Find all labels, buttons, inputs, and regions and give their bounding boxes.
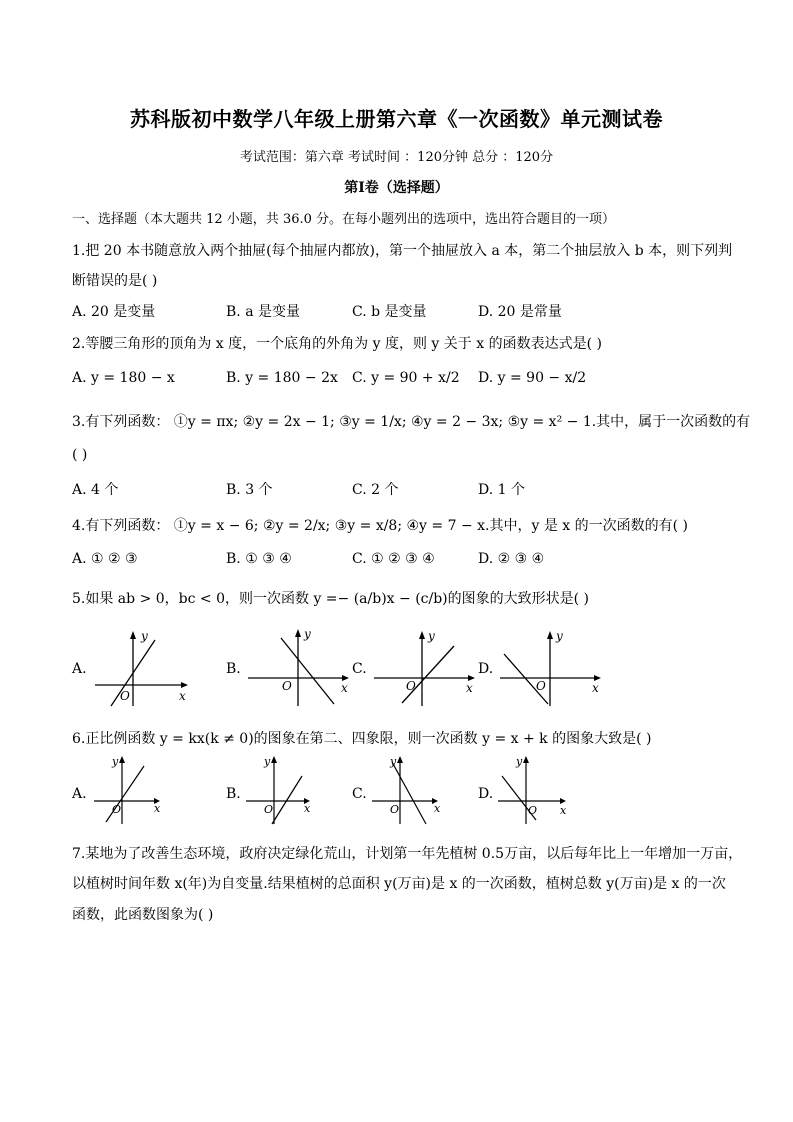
q1-stem-line1: 1.把 20 本书随意放入两个抽屉(每个抽屉内都放)，第一个抽屉放入 a 本，第二个抽层放入 b 本，则下列判	[72, 243, 733, 259]
section-title: 第Ⅰ卷（选择题）	[344, 180, 449, 196]
q6d-origin-label: O	[528, 804, 538, 817]
q1-option-c[interactable]: C. b 是变量	[352, 304, 427, 320]
q2-option-a[interactable]: A. y = 180 − x	[72, 370, 175, 386]
q6-graph-b[interactable]	[244, 754, 318, 826]
q2-option-c[interactable]: C. y = 90 + x/2	[352, 370, 460, 386]
q1-stem-line2: 断错误的是( )	[72, 273, 158, 289]
q5d-origin-label: O	[536, 679, 546, 693]
q6-option-b-label[interactable]: B.	[226, 786, 241, 802]
q2-option-b[interactable]: B. y = 180 − 2x	[226, 370, 338, 386]
q4-option-b[interactable]: B. ① ③ ④	[226, 551, 292, 567]
q5-graph-a[interactable]	[93, 628, 193, 708]
q5a-x-label: x	[179, 689, 186, 703]
q5b-origin-label: O	[282, 679, 292, 693]
q5-option-d-label[interactable]: D.	[478, 661, 494, 677]
q6b-x-label: x	[304, 802, 311, 815]
q4-option-c[interactable]: C. ① ② ③ ④	[352, 551, 435, 567]
q6a-origin-label: O	[112, 803, 122, 816]
page-title: 苏科版初中数学八年级上册第六章《一次函数》单元测试卷	[130, 107, 663, 131]
q5b-y-label: y	[304, 627, 311, 641]
q6-graph-c[interactable]	[370, 754, 446, 826]
q6-option-a-label[interactable]: A.	[72, 786, 87, 802]
q6-option-d-label[interactable]: D.	[478, 786, 494, 802]
q6c-origin-label: O	[390, 803, 400, 816]
q5-option-c-label[interactable]: C.	[352, 661, 367, 677]
q3-stem-line1: 3.有下列函数： ①y = πx; ②y = 2x − 1; ③y = 1/x; ④y = 2 − 3x; ⑤y = x² − 1.其中，属于一次函数的有	[72, 414, 751, 430]
q6d-x-label: x	[560, 804, 567, 817]
q6a-y-label: y	[112, 755, 119, 768]
q1-option-b[interactable]: B. a 是变量	[226, 304, 300, 320]
q7-stem-line1: 7.某地为了改善生态环境，政府决定绿化荒山，计划第一年先植树 0.5万亩，以后每年比上一年增加一万亩，	[72, 846, 743, 862]
q5c-y-label: y	[428, 629, 435, 643]
q3-stem-line2: ( )	[72, 447, 88, 463]
q6d-y-label: y	[516, 755, 523, 768]
q6a-x-label: x	[154, 802, 161, 815]
q4-option-d[interactable]: D. ② ③ ④	[478, 551, 545, 567]
q1-option-a[interactable]: A. 20 是变量	[72, 304, 156, 320]
q4-stem: 4.有下列函数： ①y = x − 6; ②y = 2/x; ③y = x/8; ④y = 7 − x.其中，y 是 x 的一次函数的有( )	[72, 518, 689, 534]
q4-option-a[interactable]: A. ① ② ③	[72, 551, 138, 567]
q6-graph-d[interactable]	[496, 754, 572, 826]
q5c-origin-label: O	[406, 679, 416, 693]
exam-info: 考试范围：第六章 考试时间 ：120分钟 总分 ：120分	[239, 150, 554, 165]
part-header: 一、选择题（本大题共 12 小题，共 36.0 分。在每小题列出的选项中，选出符合题目的一项）	[72, 212, 616, 227]
q7-stem-line2: 以植树时间年数 x(年)为自变量.结果植树的总面积 y(万亩)是 x 的一次函数，植树总数 y(万亩)是 x 的一次	[72, 876, 726, 892]
q5-option-b-label[interactable]: B.	[226, 661, 241, 677]
q2-stem: 2.等腰三角形的顶角为 x 度，一个底角的外角为 y 度，则 y 关于 x 的函数表达式是( )	[72, 336, 602, 352]
q5a-origin-label: O	[120, 689, 130, 703]
q1-option-d[interactable]: D. 20 是常量	[478, 304, 562, 320]
q5-graph-c[interactable]	[372, 628, 482, 708]
q5-stem: 5.如果 ab > 0，bc < 0，则一次函数 y =− (a/b)x − (c/b)的图象的大致形状是( )	[72, 591, 590, 607]
q3-option-b[interactable]: B. 3 个	[226, 482, 273, 498]
q3-option-a[interactable]: A. 4 个	[72, 482, 119, 498]
q6c-x-label: x	[434, 802, 441, 815]
q6-graph-a[interactable]	[92, 754, 166, 826]
q6-option-c-label[interactable]: C.	[352, 786, 367, 802]
q2-option-d[interactable]: D. y = 90 − x/2	[478, 370, 587, 386]
q5a-y-label: y	[141, 629, 148, 643]
q6b-origin-label: O	[264, 803, 274, 816]
q6-stem: 6.正比例函数 y = kx(k ≠ 0)的图象在第二、四象限，则一次函数 y = x + k 的图象大致是( )	[72, 731, 652, 747]
q5d-x-label: x	[592, 681, 599, 695]
q6b-y-label: y	[264, 755, 271, 768]
q5-graph-d[interactable]	[498, 628, 606, 708]
q3-option-c[interactable]: C. 2 个	[352, 482, 399, 498]
q3-option-d[interactable]: D. 1 个	[478, 482, 525, 498]
q5b-x-label: x	[341, 681, 348, 695]
q5-option-a-label[interactable]: A.	[72, 661, 87, 677]
q5c-x-label: x	[466, 681, 473, 695]
q6c-y-label: y	[390, 755, 397, 768]
q7-stem-line3: 函数，此函数图象为( )	[72, 907, 214, 923]
q5-graph-b[interactable]	[246, 626, 354, 708]
q5d-y-label: y	[556, 629, 563, 643]
